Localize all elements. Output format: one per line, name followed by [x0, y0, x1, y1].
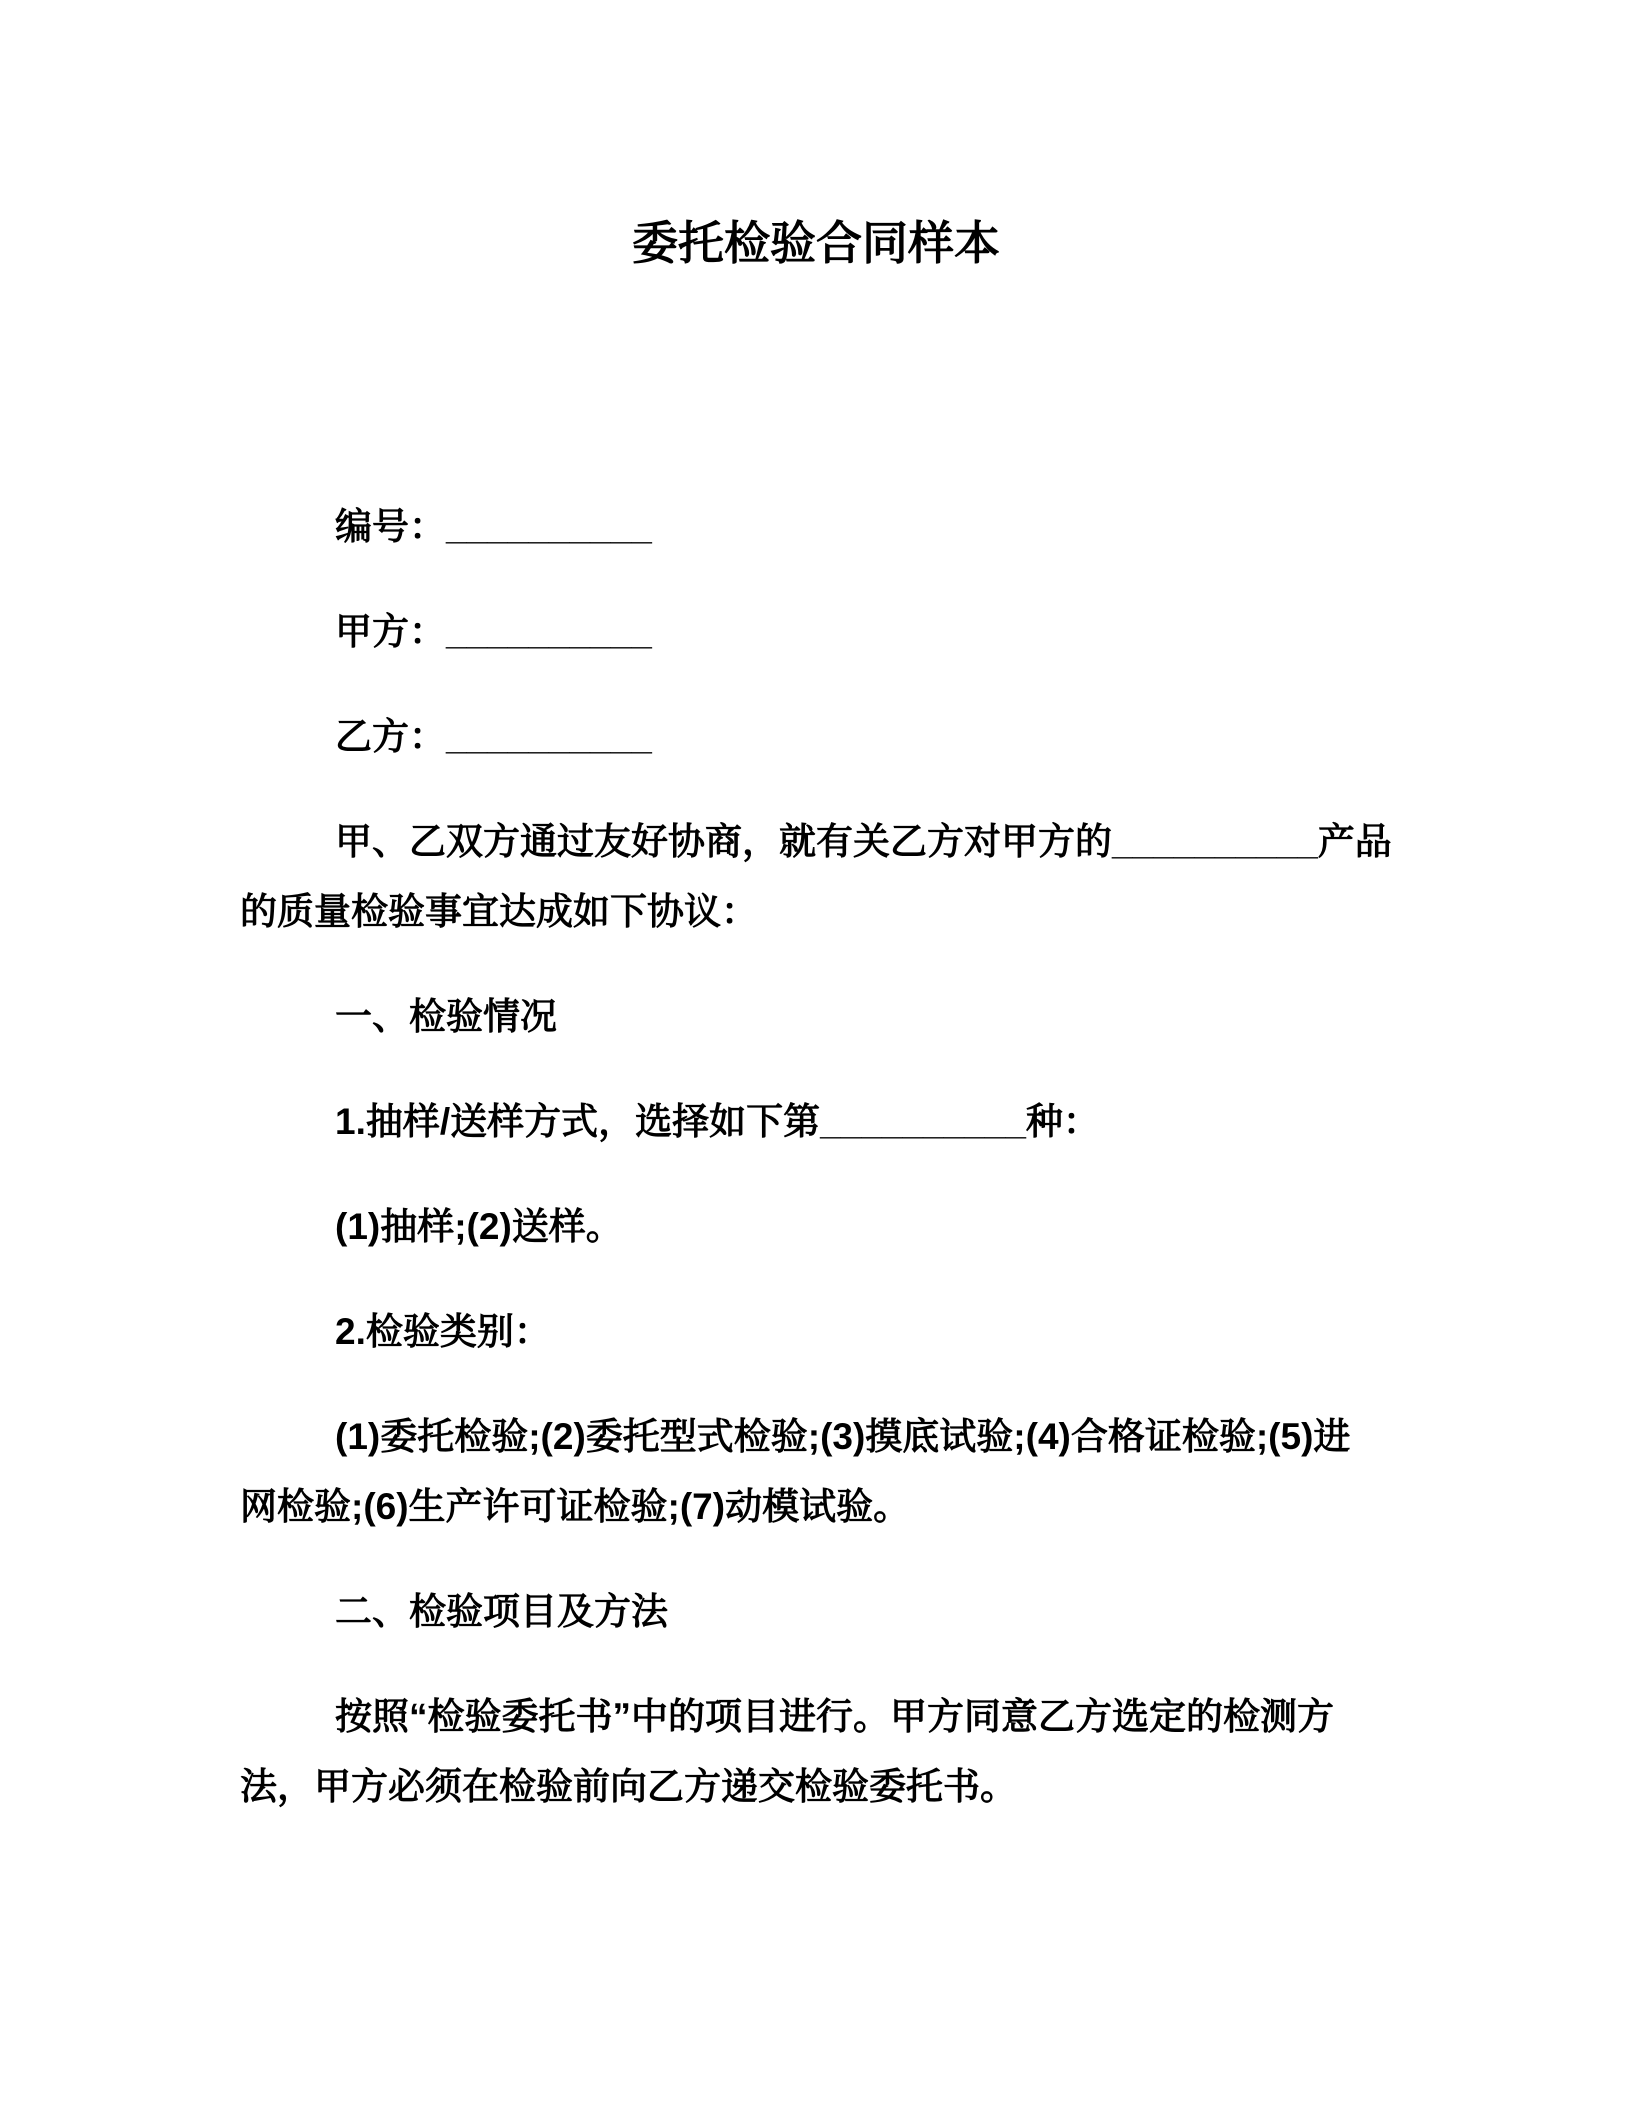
field-party-a	[240, 597, 1392, 667]
clause-1-1	[240, 1087, 1392, 1157]
document-paragraphs	[240, 492, 1392, 1822]
clause-1-1-line-1: 1.抽样/送样方式，选择如下第__________种：	[335, 1101, 1100, 1142]
field-contract-number-line-1: 编号：__________	[335, 506, 652, 547]
intro-paragraph-line-2: 的质量检验事宜达成如下协议：	[240, 891, 758, 932]
field-party-a-line-1: 甲方：__________	[335, 611, 652, 652]
intro-paragraph-line-1: 甲、乙双方通过友好协商，就有关乙方对甲方的__________产品	[335, 821, 1392, 862]
section-1-heading	[240, 982, 1392, 1052]
document-title: 委托检验合同样本	[632, 217, 1000, 269]
clause-1-2	[240, 1297, 1392, 1367]
clause-1-2-options-line-1: (1)委托检验;(2)委托型式检验;(3)摸底试验;(4)合格证检验;(5)进	[335, 1416, 1351, 1457]
intro-paragraph	[240, 807, 1392, 947]
clause-2-1-line-2: 法，甲方必须在检验前向乙方递交检验委托书。	[240, 1766, 1017, 1807]
field-party-b	[240, 702, 1392, 772]
clause-1-1-options	[240, 1192, 1392, 1262]
clause-1-2-options-line-2: 网检验;(6)生产许可证检验;(7)动模试验。	[240, 1486, 911, 1527]
field-contract-number	[240, 492, 1392, 562]
clause-2-1	[240, 1682, 1392, 1822]
section-2-heading	[240, 1577, 1392, 1647]
field-party-b-line-1: 乙方：__________	[335, 716, 652, 757]
clause-1-2-line-1: 2.检验类别：	[335, 1311, 551, 1352]
section-1-heading-line-1: 一、检验情况	[335, 996, 557, 1037]
clause-1-1-options-line-1: (1)抽样;(2)送样。	[335, 1206, 623, 1247]
section-2-heading-line-1: 二、检验项目及方法	[335, 1591, 668, 1632]
clause-2-1-line-1: 按照“检验委托书”中的项目进行。甲方同意乙方选定的检测方	[335, 1696, 1334, 1737]
clause-1-2-options	[240, 1402, 1392, 1542]
